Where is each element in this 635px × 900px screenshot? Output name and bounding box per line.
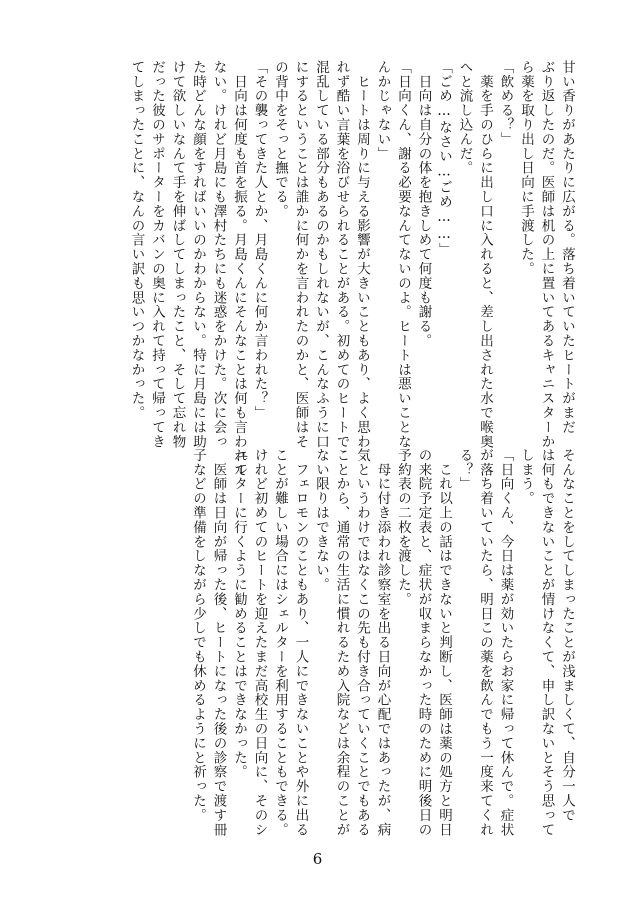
text-line: ことが難しい場合にはシェルターを利用することもできる。: [272, 448, 288, 837]
text-line: が落ち着いていたら、明日この薬を飲んでもう一度来てくれ: [477, 448, 493, 837]
page-number: 6: [312, 850, 323, 868]
text-line: 母に付き添われ診察室を出る日向が心配ではあったが、病: [374, 448, 391, 837]
text-line: フェロモンのこともあり、一人にできないことや外に出る: [292, 448, 309, 837]
text-line: ことから、通常の生活に慣れるため入院などは余程のことが: [333, 448, 350, 837]
text-line: れず酷い言葉を浴びせられることがある。初めてのヒートで: [333, 60, 350, 449]
text-line: んかじゃない」: [374, 60, 391, 161]
text-line: ら薬を取り出し日向に手渡した。: [518, 60, 534, 276]
text-line: 「日向くん、今日は薬が効いたらお家に帰って休んで。症状: [497, 448, 514, 837]
text-line: ぶり返したのだ。医師は机の上に置いてあるキャニスターか: [538, 60, 555, 449]
upper-text-block: [126, 60, 577, 500]
text-line: にするということは誰かに何かを言われたのかと、医師はそ: [292, 60, 309, 449]
text-line: の来院予定表と、症状が収まらなかった時のために明後日の: [415, 448, 432, 837]
text-line: 日向は自分の体を抱きしめて何度も謝る。: [415, 60, 432, 348]
text-line: 「飲める？」: [497, 60, 514, 147]
text-line: へと流し込んだ。: [456, 60, 473, 176]
text-line: そんなことをしてしまったことが浅ましくて、自分一人で: [559, 448, 575, 823]
lower-text-block: [188, 448, 578, 848]
text-line: 医師は日向が帰った後、ヒートになった後の診察で渡す冊: [210, 448, 227, 837]
text-line: ない限りはできない。: [313, 448, 329, 592]
text-line: の背中をそっと撫でる。: [272, 60, 288, 219]
text-line: ェルターに行くように勧めることはできなかった。: [231, 448, 247, 780]
text-line: しまう。: [518, 448, 534, 506]
text-line: 混乱している部分もあるのかもしれないが、こんなふうに口: [313, 60, 329, 449]
text-line: 甘い香りがあたりに広がる。落ち着いていたヒートがまだ: [559, 60, 575, 435]
text-line: 子などの準備をしながら少しでも休めるようにと祈った。: [190, 448, 206, 823]
text-line: る？」: [456, 448, 473, 492]
text-line: けて欲しいなんて手を伸ばしてしまったこと、そして忘れ物: [169, 60, 186, 449]
text-line: は何もできないことが情けなくて、申し訳ないとそう思って: [538, 448, 555, 837]
text-line: 「日向くん、謝る必要なんてないのよ。ヒートは悪いことな: [395, 60, 411, 449]
text-line: てしまったことに、なんの言い訳も思いつかなかった。: [128, 60, 145, 420]
text-line: た時どんな顔をすればいいのかわからない。特に月島には助: [190, 60, 206, 449]
text-line: ない。けれど月島にも澤村たちにも迷惑をかけた。次に会っ: [210, 60, 227, 449]
text-line: 気というわけではなくこの先も付き合っていくことでもある: [354, 448, 370, 837]
text-line: これ以上の話はできないと判断し、医師は薬の処方と明日: [436, 448, 452, 837]
text-line: 予約表の二枚を渡した。: [395, 448, 411, 607]
text-line: けれど初めてのヒートを迎えたまだ高校生の日向に、そのシ: [251, 448, 268, 837]
text-line: ヒートは周りに与える影響が大きいこともあり、よく思わ: [354, 60, 370, 449]
text-line: だった彼のサポーターをカバンの奥に入れて持って帰ってき: [149, 60, 165, 449]
text-line: 日向は何度も首を振る。月島くんにそんなことは何も言われて: [231, 60, 247, 478]
text-line: 「ごめ…なさい…ごめ……」: [436, 60, 452, 258]
text-line: 薬を手のひらに出し口に入れると、差し出された水で喉奥: [477, 60, 493, 449]
text-line: 「その襲ってきた人とか、月島くんに何か言われた？」: [251, 60, 268, 420]
